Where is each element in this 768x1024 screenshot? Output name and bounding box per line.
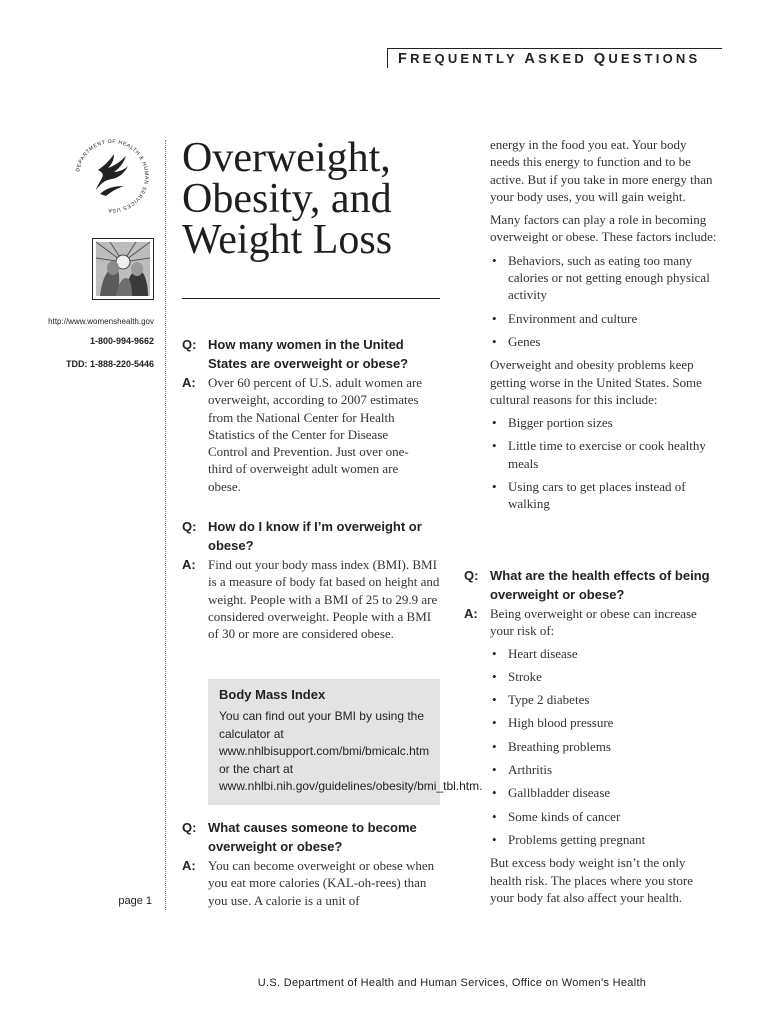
list-item: • Stroke <box>490 668 722 685</box>
paragraph-factors-intro: Many factors can play a role in becoming overweight or obese. These factors include: <box>490 212 717 245</box>
list-item: • Genes <box>490 333 720 350</box>
risks-list <box>490 645 722 849</box>
answer-label: A: <box>182 557 196 572</box>
list-item: • Behaviors, such as eating too many calories or not getting enough physical activity <box>490 252 720 304</box>
answer-text: Being overweight or obese can increase your risk of: <box>490 606 697 639</box>
page-number: page 1 <box>118 895 152 907</box>
list-item: • Problems getting pregnant <box>490 831 722 848</box>
question-label: Q: <box>464 568 479 583</box>
column-separator <box>165 140 166 910</box>
answer-text: You can become overweight or obese when you eat more calories (KAL-oh-rees) than you use. A calorie is a unit of <box>208 858 435 908</box>
list-item: • Heart disease <box>490 645 722 662</box>
paragraph-cultural-reasons: Overweight and obesity problems keep getting worse in the United States. Some cultural reasons for this include: <box>490 357 702 407</box>
qa-know-overweight <box>182 518 444 642</box>
page-title <box>182 135 447 263</box>
reasons-list <box>490 414 720 512</box>
womens-health-illustration <box>92 238 154 300</box>
question-label: Q: <box>182 337 197 352</box>
answer-label: A: <box>464 606 478 621</box>
title-line-1: Overweight, <box>182 135 391 181</box>
question-text: How many women in the United States are overweight or obese? <box>208 337 409 371</box>
hhs-seal-logo <box>72 136 152 216</box>
list-item: • Gallbladder disease <box>490 784 722 801</box>
question-label: Q: <box>182 820 197 835</box>
footer-text: U.S. Department of Health and Human Services, Office on Women’s Health <box>257 977 647 989</box>
list-item: • Bigger portion sizes <box>490 414 720 431</box>
question-text: What causes someone to become overweight or obese? <box>208 820 417 854</box>
answer-label: A: <box>182 375 196 390</box>
bmi-box-title: Body Mass Index <box>219 687 326 702</box>
title-line-3: Weight Loss <box>182 217 393 263</box>
question-text: What are the health effects of being overweight or obese? <box>490 568 710 602</box>
paragraph-body-fat: But excess body weight isn’t the only health risk. The places where you store your body fat also affect your health. <box>490 855 693 905</box>
qa-health-effects <box>464 567 726 906</box>
svg-text:DEPARTMENT OF HEALTH & HUMAN S: DEPARTMENT OF HEALTH & HUMAN SERVICES USA <box>75 138 150 214</box>
list-item: • Arthritis <box>490 761 722 778</box>
list-item: • Breathing problems <box>490 738 722 755</box>
title-line-2: Obesity, and <box>182 176 392 222</box>
answer-label: A: <box>182 858 196 873</box>
phone-number: 1-800-994-9662 <box>89 336 154 346</box>
list-item: • Environment and culture <box>490 310 720 327</box>
bmi-box-text: You can find out your BMI by using the calculator at www.nhlbisupport.com/bmi/bmicalc.htm or the chart at www.nhlbi.nih.gov/guidelines/obesity/bmi_tbl.htm. <box>219 709 483 793</box>
title-underline <box>182 298 440 299</box>
list-item: • Some kinds of cancer <box>490 808 722 825</box>
header-rule-vertical <box>387 48 388 68</box>
paragraph-energy: energy in the food you eat. Your body needs this energy to function and to be active. But if you take in more energy than your body uses, you will gain weight. <box>490 137 713 204</box>
answer-text: Over 60 percent of U.S. adult women are overweight, according to 2007 estimates from the National Center for Health Statistics of the Center for Disease Control and Prevention. Just over one-third of overweight adult women are obese. <box>208 375 423 494</box>
question-text: How do I know if I’m overweight or obese? <box>208 519 422 553</box>
factors-list <box>490 252 720 350</box>
question-label: Q: <box>182 519 197 534</box>
list-item: • Using cars to get places instead of walking <box>490 478 720 513</box>
qa-women-overweight <box>182 336 444 495</box>
answer-text: Find out your body mass index (BMI). BMI is a measure of body fat based on height and weight. People with a BMI of 25 to 29.9 are considered overweight. People with a BMI of 30 or more are considered obese. <box>208 557 440 642</box>
right-column-upper <box>490 136 720 519</box>
list-item: • High blood pressure <box>490 714 722 731</box>
list-item: • Type 2 diabetes <box>490 691 722 708</box>
faq-header: FREQUENTLY ASKED QUESTIONS <box>398 51 701 67</box>
bmi-sidebar-box <box>208 679 483 805</box>
footer <box>0 977 768 989</box>
header-rule <box>387 48 722 49</box>
qa-causes <box>182 819 444 909</box>
tdd-number: TDD: 1-888-220-5446 <box>65 359 154 369</box>
list-item: • Little time to exercise or cook healthy meals <box>490 437 720 472</box>
website-url[interactable]: http://www.womenshealth.gov <box>48 317 154 326</box>
